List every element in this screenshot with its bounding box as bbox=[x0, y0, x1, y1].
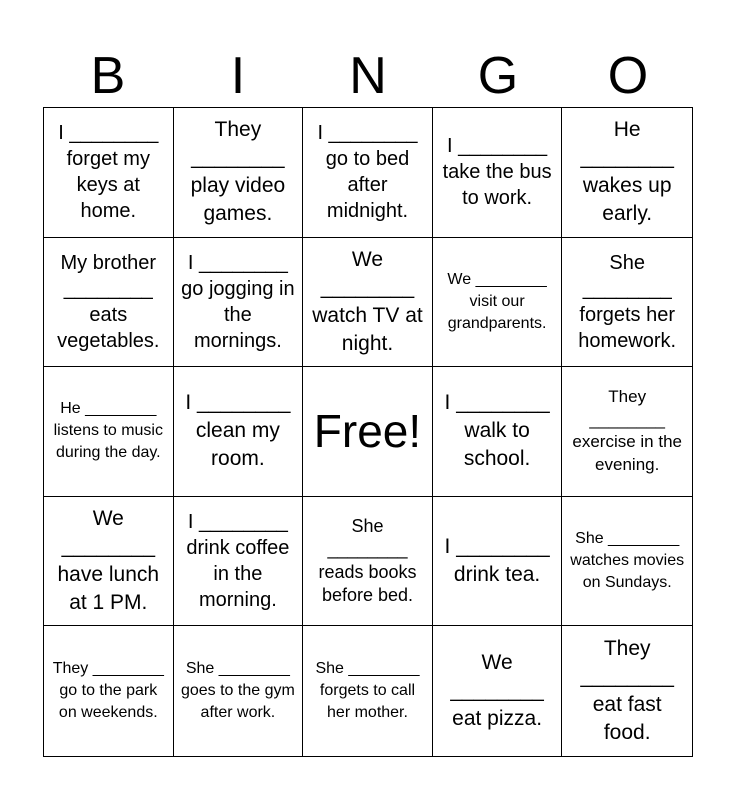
bingo-cell[interactable] bbox=[433, 238, 563, 368]
bingo-cell[interactable] bbox=[174, 367, 304, 497]
bingo-cell[interactable] bbox=[174, 238, 304, 368]
bingo-cell[interactable] bbox=[44, 626, 174, 756]
bingo-cell[interactable] bbox=[562, 497, 692, 627]
bingo-cell[interactable] bbox=[44, 108, 174, 238]
bingo-cell[interactable] bbox=[303, 626, 433, 756]
bingo-cell[interactable] bbox=[562, 108, 692, 238]
cell-text: I ________ walk to school. bbox=[444, 391, 550, 471]
header-letter-i: I bbox=[230, 47, 246, 105]
cell-text: She ________ forgets to call her mother. bbox=[315, 660, 420, 722]
cell-text: He ________ listens to music during the day. bbox=[53, 400, 163, 462]
bingo-cell[interactable] bbox=[433, 108, 563, 238]
bingo-cell[interactable] bbox=[44, 238, 174, 368]
cell-text: I ________ go jogging in the mornings. bbox=[181, 251, 295, 352]
free-space[interactable] bbox=[303, 367, 433, 497]
cell-text: We ________ have lunch at 1 PM. bbox=[57, 507, 160, 615]
cell-text: She ________ goes to the gym after work. bbox=[180, 660, 295, 722]
cell-text: I ________ go to bed after midnight. bbox=[317, 122, 418, 223]
cell-text: My brother ________ eats vegetables. bbox=[57, 251, 160, 352]
bingo-cell[interactable] bbox=[433, 626, 563, 756]
cell-text: We ________ visit our grandparents. bbox=[447, 270, 547, 332]
bingo-cell[interactable] bbox=[174, 108, 304, 238]
cell-text: She ________ watches movies on Sundays. bbox=[570, 530, 685, 592]
bingo-cell[interactable] bbox=[562, 238, 692, 368]
cell-text: They ________ exercise in the evening. bbox=[572, 387, 682, 474]
header-letter-n: N bbox=[349, 47, 387, 105]
bingo-cell[interactable] bbox=[174, 497, 304, 627]
free-space-label: Free! bbox=[313, 405, 422, 458]
bingo-cell[interactable] bbox=[303, 497, 433, 627]
bingo-cell[interactable] bbox=[44, 497, 174, 627]
cell-text: I ________ drink tea. bbox=[444, 535, 550, 587]
bingo-cell[interactable] bbox=[433, 367, 563, 497]
cell-text: She ________ forgets her homework. bbox=[578, 251, 677, 352]
header-letter-g: G bbox=[477, 47, 519, 105]
cell-text: I ________ take the bus to work. bbox=[442, 135, 552, 210]
cell-text: They ________ eat fast food. bbox=[580, 637, 674, 745]
cell-text: I ________ clean my room. bbox=[185, 391, 291, 471]
cell-text: They ________ play video games. bbox=[190, 118, 286, 226]
bingo-cell[interactable] bbox=[433, 497, 563, 627]
cell-text: I ________ drink coffee in the morning. bbox=[186, 511, 290, 612]
header-letter-o: O bbox=[607, 47, 649, 105]
cell-text: They ________ go to the park on weekends. bbox=[52, 660, 164, 722]
bingo-cell[interactable] bbox=[562, 367, 692, 497]
cell-text: He ________ wakes up early. bbox=[580, 118, 674, 226]
bingo-grid bbox=[43, 107, 693, 757]
bingo-cell[interactable] bbox=[562, 626, 692, 756]
bingo-cell[interactable] bbox=[303, 238, 433, 368]
cell-text: We ________ watch TV at night. bbox=[312, 247, 423, 355]
bingo-cell[interactable] bbox=[303, 108, 433, 238]
cell-text: She ________ reads books before bed. bbox=[318, 516, 417, 606]
bingo-header bbox=[43, 46, 693, 106]
bingo-cell[interactable] bbox=[174, 626, 304, 756]
cell-text: We ________ eat pizza. bbox=[450, 651, 544, 731]
header-letter-b: B bbox=[90, 47, 126, 105]
bingo-cell[interactable] bbox=[44, 367, 174, 497]
cell-text: I ________ forget my keys at home. bbox=[58, 122, 159, 223]
